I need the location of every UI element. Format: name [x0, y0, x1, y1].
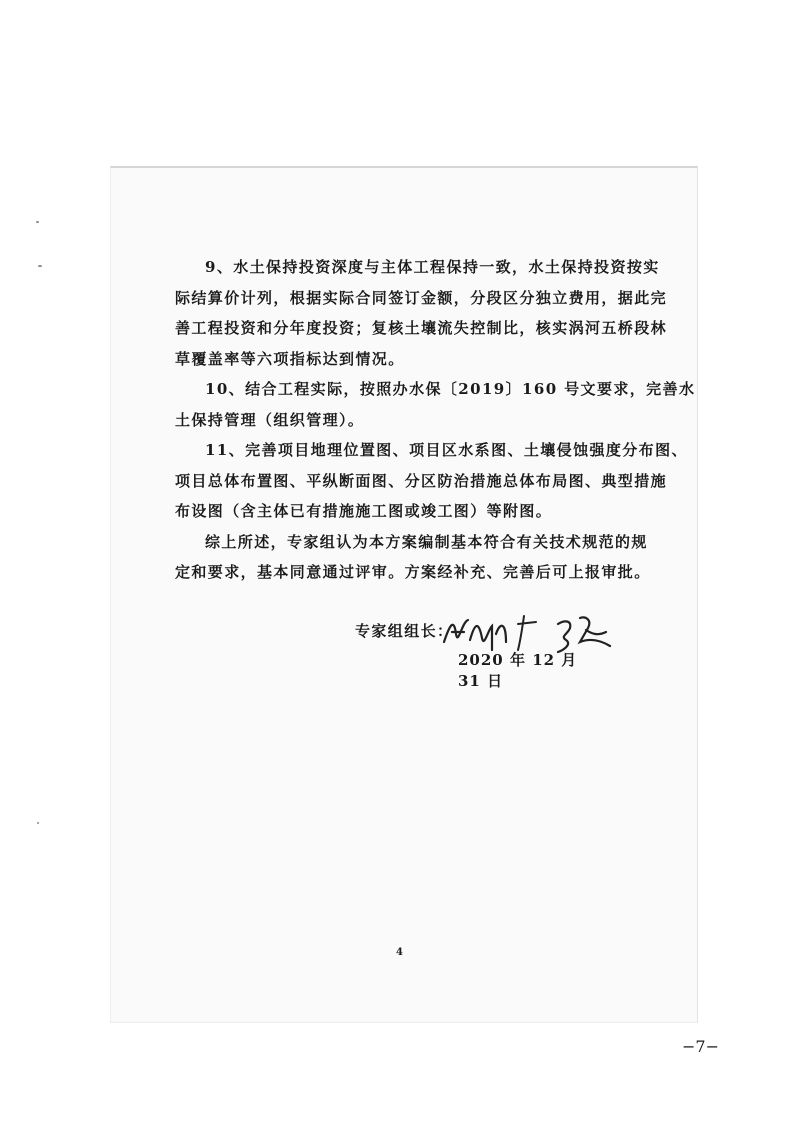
- text-line: 草覆盖率等六项指标达到情况。: [175, 349, 405, 368]
- scan-speck: [37, 822, 39, 824]
- document-body: [175, 252, 696, 588]
- inner-page-number: 4: [396, 947, 403, 958]
- paragraph-item-10: [175, 374, 696, 435]
- text-line: 际结算价计列，根据实际合同签订金额，分段区分独立费用，据此完: [175, 288, 668, 307]
- paragraph-item-11: [175, 435, 688, 527]
- text-line: 布设图（含主体已有措施施工图或竣工图）等附图。: [175, 502, 553, 520]
- text-line: 11、完善项目地理位置图、项目区水系图、土壤侵蚀强度分布图、: [205, 441, 688, 459]
- text-line: 定和要求，基本同意通过评审。方案经补充、完善后可上报审批。: [175, 563, 651, 581]
- outer-page-number: −7−: [682, 1037, 719, 1056]
- scan-speck: [38, 265, 42, 267]
- scan-speck: [36, 221, 39, 223]
- paragraph-item-9: [175, 252, 668, 374]
- paragraph-conclusion: [175, 527, 651, 588]
- text-line: 综上所述，专家组认为本方案编制基本符合有关技术规范的规: [205, 532, 648, 551]
- text-line: 善工程投资和分年度投资；复核土壤流失控制比，核实涡河五桥段林: [175, 319, 668, 337]
- signature-label: 专家组组长：: [355, 622, 454, 640]
- text-line: 土保持管理（组织管理）。: [175, 410, 365, 429]
- text-line: 项目总体布置图、平纵断面图、分区防治措施总体布局图、典型措施: [175, 471, 668, 490]
- signature-block: [355, 618, 605, 690]
- signature-date: 2020 年 12 月 31 日: [458, 651, 578, 690]
- text-line: 9、水土保持投资深度与主体工程保持一致，水土保持投资按实: [205, 258, 660, 276]
- text-line: 10、结合工程实际，按照办水保〔2019〕160 号文要求，完善水: [205, 380, 696, 398]
